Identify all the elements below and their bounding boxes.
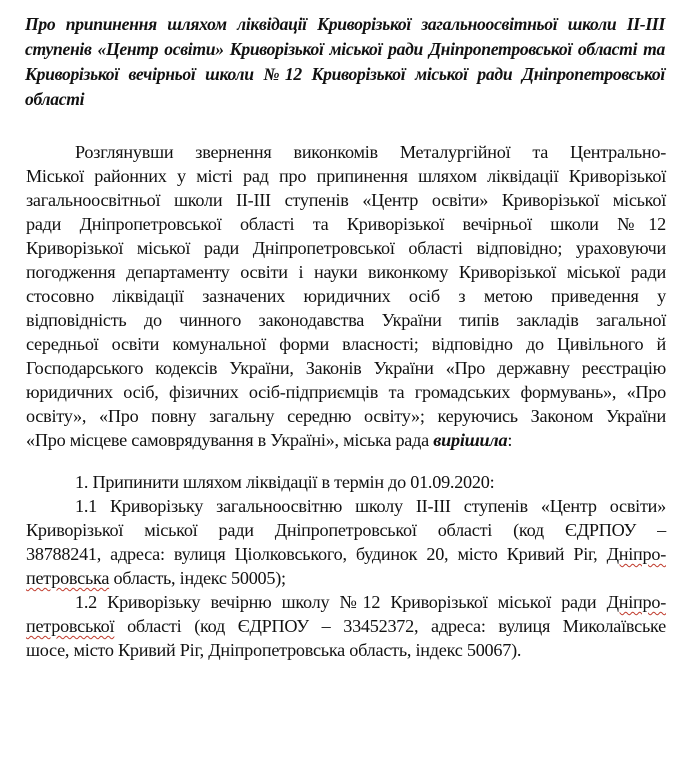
text-span: область, індекс 50005); xyxy=(109,568,286,588)
text-span: 1.2 Криворізьку вечірню школу №12 Криворізької міської ради xyxy=(75,592,607,612)
preamble-line: Розглянувши звернення виконкомів Металургійної та Центрально- xyxy=(75,142,666,162)
document-title: Про припинення шляхом ліквідації Криворізької загальноосвітньої школи ІІ-ІІІ ступенів «Центр освіти» Криворізької міської ради Дніпропетровської області та Криворізької вечірньої школи №12 Криворізької міської ради Дніпропетровської області xyxy=(25,14,665,109)
spellcheck-word: петровської xyxy=(26,616,115,636)
colon: : xyxy=(507,430,513,450)
item-1-2-line: шосе, місто Кривий Ріг, Дніпропетровська область, індекс 50067). xyxy=(26,640,522,660)
preamble-last-line xyxy=(26,428,666,452)
item-1-1-line xyxy=(26,566,666,590)
item-1-1-line: 1.1 Криворізьку загальноосвітню школу ІІ-ІІІ ступенів «Центр освіти» xyxy=(75,496,666,516)
preamble-text: «Про місцеве самоврядування в Україні», міська рада xyxy=(26,430,434,450)
item-1-2-line xyxy=(75,590,666,614)
preamble-line: ради Дніпропетровської області та Криворізької вечірньої школи №12 xyxy=(26,214,666,234)
preamble-line: погодження департаменту освіти і науки виконкому Криворізької міської ради xyxy=(26,262,666,282)
spellcheck-word: Дніпро- xyxy=(606,592,666,612)
preamble-line: Господарського кодексів України, Законів України «Про державну реєстрацію xyxy=(26,358,666,378)
spellcheck-word: Дніпро- xyxy=(606,544,666,564)
item-1-1-line xyxy=(26,542,666,566)
preamble-line: Криворізької міської ради Дніпропетровської області відповідно; ураховуючи xyxy=(26,238,666,258)
preamble-line: освіту», «Про повну загальну середню освіту»; керуючись Законом України xyxy=(26,406,666,426)
item-1-2-line xyxy=(26,614,666,638)
preamble-line: Міської районних у місті рад про припинення шляхом ліквідації Криворізької xyxy=(26,166,666,186)
spellcheck-word: петровська xyxy=(26,568,110,588)
item-1-1-line: Криворізької міської ради Дніпропетровської області (код ЄДРПОУ – xyxy=(26,520,666,540)
preamble-line: юридичних осіб, фізичних осіб-підприємців та громадських формувань», «Про xyxy=(26,382,666,402)
preamble-line: загальноосвітньої школи ІІ-ІІІ ступенів «Центр освіти» Криворізької міської xyxy=(26,190,666,210)
text-span: області (код ЄДРПОУ – 33452372, адреса: вулиця Миколаївське xyxy=(114,616,666,636)
preamble-line: середньої освіти комунальної форми власності; відповідно до Цивільного й xyxy=(26,334,666,354)
preamble-line: стосовно ліквідації зазначених юридичних осіб з метою приведення у xyxy=(26,286,666,306)
text-span: 38788241, адреса: вулиця Ціолковського, будинок 20, місто Кривий Ріг, xyxy=(26,544,607,564)
preamble-line: відповідність до чинного законодавства України типів закладів загальної xyxy=(26,310,666,330)
decided-word: вирішила xyxy=(433,430,508,450)
item-1-heading: 1. Припинити шляхом ліквідації в термін до 01.09.2020: xyxy=(75,472,495,492)
